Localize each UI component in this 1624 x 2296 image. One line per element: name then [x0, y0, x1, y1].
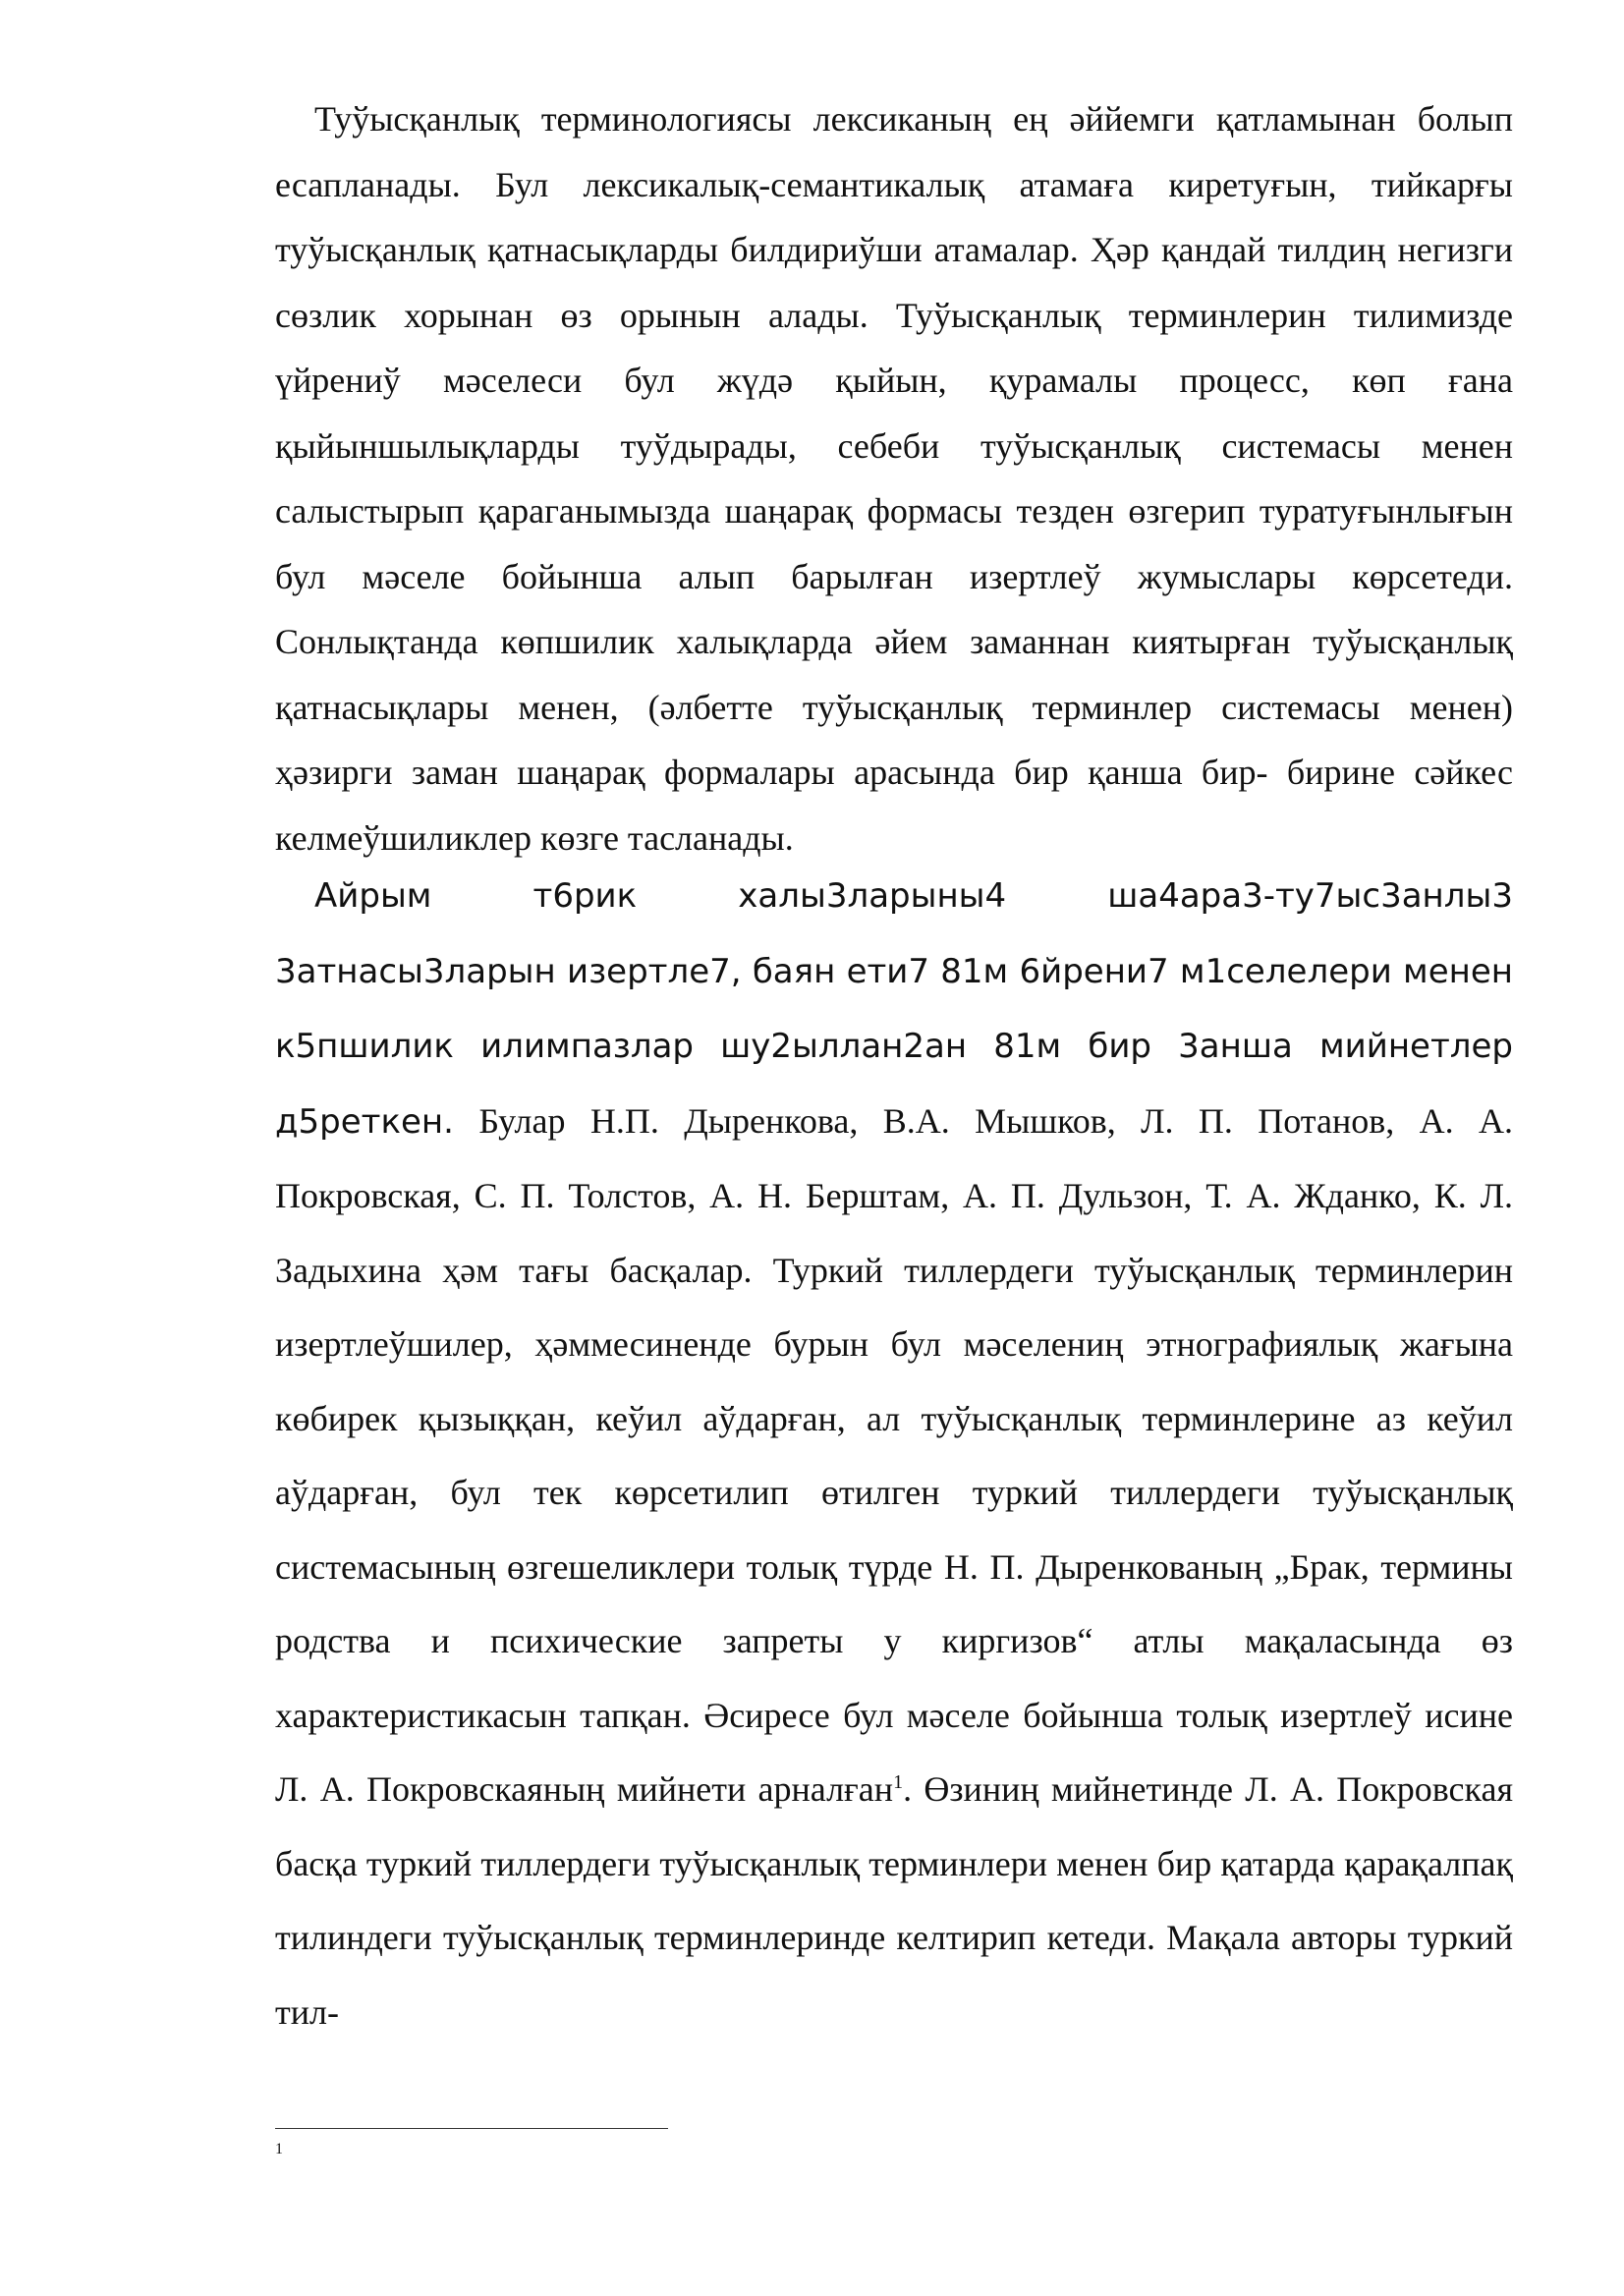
footnote-number: 1: [275, 2141, 283, 2157]
paragraph-1: [275, 86, 1513, 870]
paragraph-2-garbled-text: Айрым т6рик халы3ларыны4 ша4ара3-ту7ыс3анлы3 3атнасы3ларын изертле7, баян ети7 81м 6йрени7 м1селелери менен к5пшилик илимпазлар шу2ыллан2ан 81м бир 3анша мийнетлер д5реткен.: [275, 876, 1513, 1142]
paragraph-2-text: Булар Н.П. Дыренкова, В.А. Мышков, Л. П. Потанов, А. А. Покровская, С. П. Толстов, А. Н. Берштам, А. П. Дульзон, Т. А. Жданко, К. Л. Задыхина ҳәм тағы басқалар. Туркий тиллердеги туўысқанлық терминлерин изертлеўшилер, ҳәммесиненде бурын бул мәселениң этнографиялық жағына көбирек қызыққан, кеўил аўдарған, ал туўысқанлық терминлерине аз кеўил аўдарған, бул тек көрсетилип өтилген туркий тиллердеги туўысқанлық системасының өзгешеликлери толық түрде Н. П. Дыренкованың „Брак, термины родства и психические запреты у киргизов“ атлы мақаласында өз характеристикасын тапқан. Әсиресе бул мәселе бойынша толық изертлеў исине Л. А. Покровскаяның мийнети арналған: [275, 1100, 1513, 1809]
paragraph-2: [275, 859, 1513, 2049]
footnote-divider: [275, 2128, 668, 2129]
footnote-reference: 1: [893, 1771, 904, 1793]
paragraph-2-end-text: . Өзиниң мийнетинде Л. А. Покровская басқа туркий тиллердеги туўысқанлық терминлери менен бир қатарда қарақалпақ тилиндеги туўысқанлық терминлеринде келтирип кетеди. Мақала авторы туркий тил-: [275, 1769, 1514, 2032]
paragraph-1-text: Туўысқанлық терминологиясы лексиканың ең әййемги қатламынан болып есапланады. Бул лексикалық-семантикалық атамаға киретуғын, тийкарғы туўысқанлық қатнасықларды билдириўши атамалар. Ҳәр қандай тилдиң негизги сөзлик хорынан өз орынын алады. Туўысқанлық терминлерин тилимизде үйрениў мәселеси бул жүдә қыйын, қурамалы процесс, көп ғана қыйыншылықларды туўдырады, себеби туўысқанлық системасы менен салыстырып қараганымызда шаңарақ формасы тезден өзгерип туратуғынлығын бул мәселе бойынша алып барылған изертлеў жумыслары көрсетеди. Сонлықтанда көпшилик халықларда әйем заманнан киятырған туўысқанлық қатнасықлары менен, (әлбетте туўысқанлық терминлер системасы менен) ҳәзирги заман шаңарақ формалары арасында бир қанша бир- бирине сәйкес келмеўшиликлер көзге тасланады.: [275, 99, 1513, 858]
